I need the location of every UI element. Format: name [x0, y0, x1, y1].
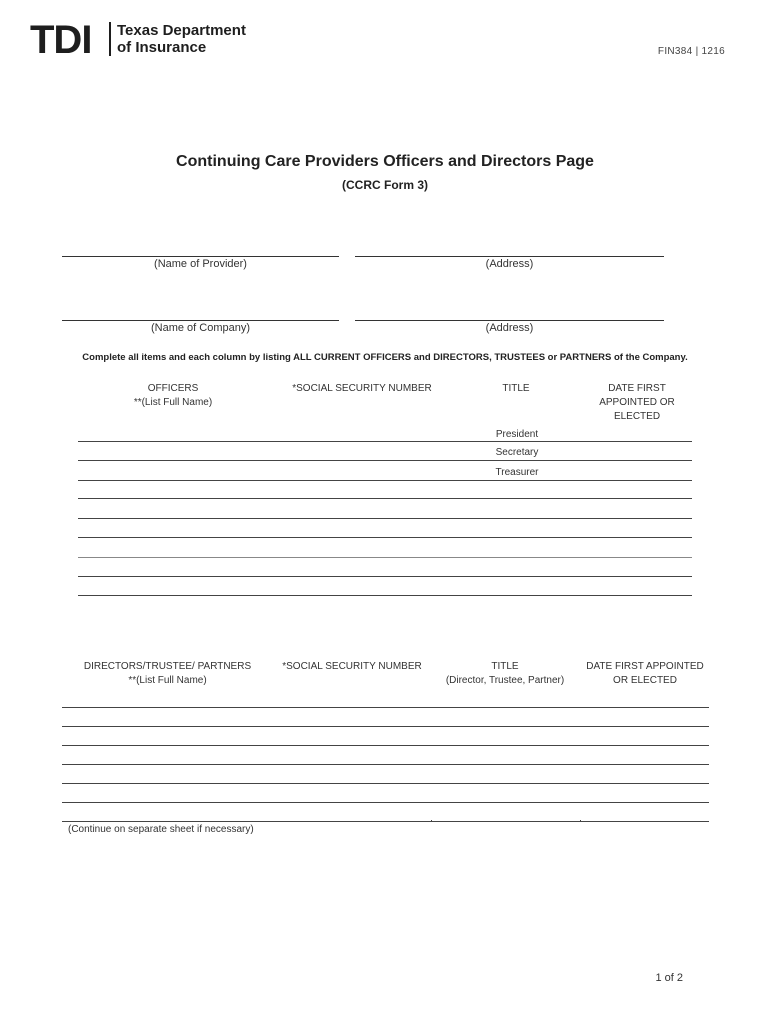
officers-title-header: TITLE [502, 383, 530, 394]
director-row-line[interactable] [62, 764, 709, 765]
officers-date-header-line2: APPOINTED OR [599, 397, 675, 408]
officers-header-line2: **(List Full Name) [133, 397, 213, 408]
officer-title-president: President [495, 429, 539, 440]
page-number: 1 of 2 [655, 972, 683, 984]
officers-date-header-line1: DATE FIRST [608, 383, 666, 394]
agency-name [117, 22, 246, 56]
column-tick [431, 820, 432, 822]
officers-header-line1: OFFICERS [147, 383, 199, 394]
officers-column-header [103, 382, 243, 410]
provider-address-field[interactable] [355, 256, 664, 257]
director-row-line[interactable] [62, 802, 709, 803]
officer-row-line[interactable] [78, 460, 692, 461]
agency-name-line2: of Insurance [117, 39, 207, 56]
officer-row-line[interactable] [78, 480, 692, 481]
company-address-label: (Address) [485, 322, 534, 334]
officer-row-line[interactable] [78, 595, 692, 596]
company-name-field[interactable] [62, 320, 339, 321]
director-row-line[interactable] [62, 745, 709, 746]
officers-ssn-header: *SOCIAL SECURITY NUMBER [292, 383, 432, 394]
tdi-logo: TDI [30, 18, 92, 62]
directors-header-line1: DIRECTORS/TRUSTEE/ PARTNERS [83, 661, 252, 672]
directors-header-line2: **(List Full Name) [128, 675, 207, 686]
officer-row-line[interactable] [78, 518, 692, 519]
company-name-label: (Name of Company) [150, 322, 251, 334]
officer-row-line[interactable] [78, 537, 692, 538]
company-address-field[interactable] [355, 320, 664, 321]
officer-row-line[interactable] [78, 557, 692, 558]
provider-name-label: (Name of Provider) [154, 258, 247, 270]
form-subtitle: (CCRC Form 3) [342, 178, 428, 192]
director-row-line[interactable] [62, 783, 709, 784]
agency-name-line1: Texas Department [117, 22, 246, 39]
director-row-line[interactable] [62, 821, 709, 822]
provider-address-label: (Address) [485, 258, 534, 270]
directors-date-header-line1: DATE FIRST APPOINTED [586, 661, 704, 672]
officers-date-header [587, 382, 687, 424]
directors-title-header [435, 660, 575, 688]
form-number: FIN384 | 1216 [657, 46, 725, 57]
officer-title-secretary: Secretary [495, 447, 539, 458]
directors-date-header-line2: OR ELECTED [613, 675, 677, 686]
logo-divider [109, 22, 111, 56]
officer-row-line[interactable] [78, 498, 692, 499]
officer-row-line[interactable] [78, 441, 692, 442]
directors-ssn-header: *SOCIAL SECURITY NUMBER [282, 661, 422, 672]
instructions: Complete all items and each column by listing ALL CURRENT OFFICERS and DIRECTORS, TRUSTEES or PARTNERS of the Company. [82, 352, 688, 363]
directors-title-header-line2: (Director, Trustee, Partner) [445, 675, 565, 686]
page-title: Continuing Care Providers Officers and Directors Page [176, 153, 594, 170]
officer-title-treasurer: Treasurer [495, 467, 539, 478]
directors-date-header [582, 660, 708, 688]
provider-name-field[interactable] [62, 256, 339, 257]
officers-date-header-line3: ELECTED [613, 411, 661, 422]
directors-column-header [75, 660, 260, 688]
continuation-note: (Continue on separate sheet if necessary) [68, 824, 254, 835]
officer-row-line[interactable] [78, 576, 692, 577]
directors-title-header-line1: TITLE [491, 661, 519, 672]
column-tick [580, 820, 581, 822]
director-row-line[interactable] [62, 707, 709, 708]
director-row-line[interactable] [62, 726, 709, 727]
